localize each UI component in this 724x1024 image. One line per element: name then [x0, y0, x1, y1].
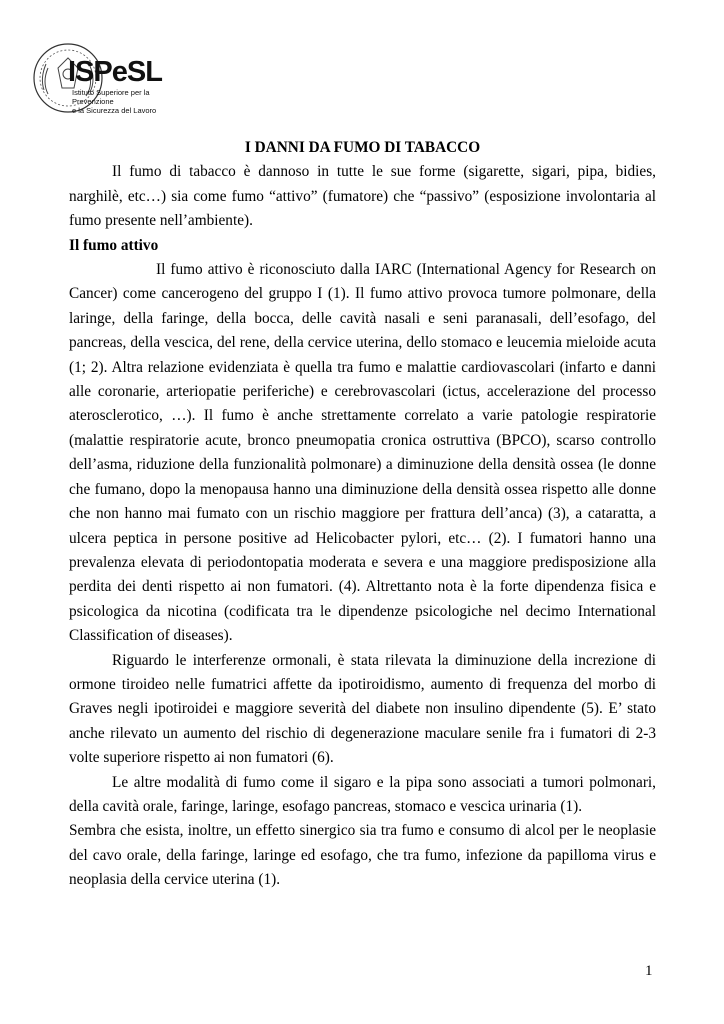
intro-paragraph: Il fumo di tabacco è dannoso in tutte le sue forme (sigarette, sigari, pipa, bidies, narghilè, etc…) sia come fumo “attivo” (fumatore) che “passivo” (esposizione involontaria al fumo presente nell’ambiente). [69, 163, 656, 230]
logo-wordmark: ISPeSL [68, 56, 162, 88]
paragraph-hormonal: Riguardo le interferenze ormonali, è stata rilevata la diminuzione della increzione di ormone tiroideo nelle fumatrici affette da ipotiroidismo, aumento di frequenza del morbo di Graves negli ipotiroidei e maggiore severità del diabete non insulino dipendente (5). E’ stato anche rilevato un aumento del rischio di degenerazione maculare senile fra i fumatori di 2-3 volte superiore rispetto ai non fumatori (6). [69, 651, 656, 767]
logo-subtitle-line2: e la Sicurezza del Lavoro [72, 106, 157, 115]
logo-subtitle-line1: Istituto Superiore per la Prevenzione [72, 88, 150, 106]
paragraph-other-modes: Le altre modalità di fumo come il sigaro e la pipa sono associati a tumori polmonari, della cavità orale, faringe, laringe, esofago pancreas, stomaco e vescica urinaria (1). [69, 773, 656, 815]
paragraph-synergy: Sembra che esista, inoltre, un effetto sinergico sia tra fumo e consumo di alcol per le neoplasie del cavo orale, della faringe, laringe ed esofago, che tra fumo, infezione da papilloma virus e neoplasia della cervice uterina (1). [69, 822, 656, 889]
logo-subtitle [72, 88, 180, 115]
document-body [69, 136, 656, 893]
paragraph-active-smoking: Il fumo attivo è riconosciuto dalla IARC (International Agency for Research on Cancer) come cancerogeno del gruppo I (1). Il fumo attivo provoca tumore polmonare, della laringe, della faringe, della bocca, delle cavità nasali e seni paranasali, dell’esofago, del pancreas, della vescica, del rene, della cervice uterina, dello stomaco e leucemia mieloide acuta (1; 2). Altra relazione evidenziata è quella tra fumo e malattie cardiovascolari (infarto e danni alle coronarie, arteriopatie periferiche) e cerebrovascolari (ictus, accelerazione del processo aterosclerotico, …). Il fumo è anche strettamente correlato a varie patologie respiratorie (malattie respiratorie acute, bronco pneumopatia cronica ostruttiva (BPCO), scarso controllo dell’asma, riduzione della funzionalità polmonare) a diminuzione della densità ossea (le donne che fumano, dopo la menopausa hanno una diminuzione della densità ossea rispetto alle donne che non hanno mai fumato con un rischio maggiore per frattura dell’anca) (3), a cataratta, a ulcera peptica in persone positive ad Helicobacter pylori, etc… (2). I fumatori hanno una prevalenza elevata di periodontopatia moderata e severa e una maggiore predisposizione alla perdita dei denti rispetto ai non fumatori. (4). Altrettanto nota è la forte dipendenza fisica e psicologica da nicotina (codificata tra le dipendenze psicologiche nel decimo International Classification of diseases). [69, 261, 656, 645]
ispesl-logo [30, 38, 180, 128]
document-title: I DANNI DA FUMO DI TABACCO [244, 139, 481, 156]
page-number: 1 [645, 963, 653, 979]
section-heading: Il fumo attivo [69, 236, 159, 254]
